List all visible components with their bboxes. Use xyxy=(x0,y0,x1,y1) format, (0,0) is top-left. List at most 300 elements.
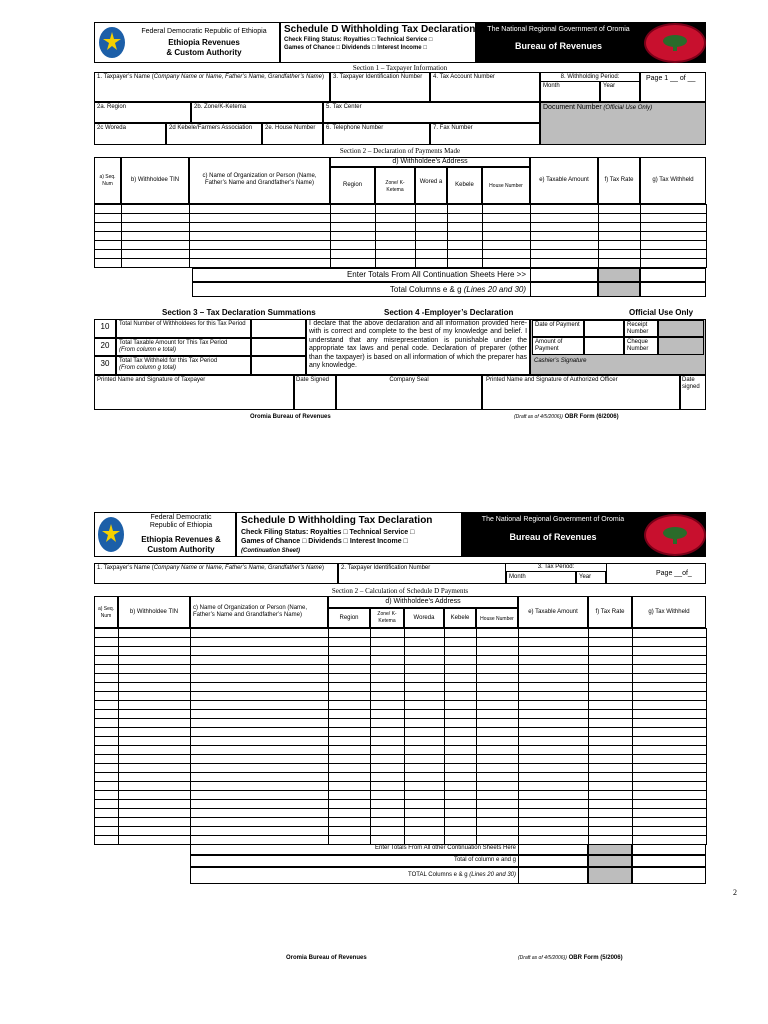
p2-payments-table-cell[interactable] xyxy=(119,809,191,818)
payments-table-cell[interactable] xyxy=(483,250,531,259)
p2-payments-table-cell[interactable] xyxy=(633,755,707,764)
p2-payments-table-cell[interactable] xyxy=(633,701,707,710)
p2-payments-table-cell[interactable] xyxy=(191,665,329,674)
p2-payments-table-cell[interactable] xyxy=(445,683,477,692)
p2-payments-table-cell[interactable] xyxy=(119,791,191,800)
payments-table-cell[interactable] xyxy=(416,250,448,259)
payments-table-cell[interactable] xyxy=(122,214,190,223)
payments-table-cell[interactable] xyxy=(599,232,641,241)
p2-payments-table-cell[interactable] xyxy=(445,647,477,656)
p2-payments-table-cell[interactable] xyxy=(371,710,405,719)
p2-payments-table-cell[interactable] xyxy=(191,638,329,647)
p2-payments-table-cell[interactable] xyxy=(477,674,519,683)
p2-payments-table-cell[interactable] xyxy=(405,818,445,827)
telephone-field[interactable] xyxy=(323,123,430,145)
p2-payments-table-cell[interactable] xyxy=(119,683,191,692)
p2-payments-table-cell[interactable] xyxy=(519,701,589,710)
p2-payments-table-cell[interactable] xyxy=(119,638,191,647)
p2-payments-table-cell[interactable] xyxy=(405,656,445,665)
p2-payments-table-cell[interactable] xyxy=(95,647,119,656)
p2-payments-table-cell[interactable] xyxy=(191,710,329,719)
p2-payments-table-cell[interactable] xyxy=(191,755,329,764)
continuation-taxable-cell[interactable] xyxy=(530,268,598,282)
payments-table-cell[interactable] xyxy=(531,223,599,232)
payments-table-cell[interactable] xyxy=(641,241,707,250)
continuation-withheld-cell[interactable] xyxy=(640,268,706,282)
p2-payments-table-cell[interactable] xyxy=(329,638,371,647)
payments-table-cell[interactable] xyxy=(376,214,416,223)
p2-payments-table-cell[interactable] xyxy=(519,818,589,827)
p2-payments-table-cell[interactable] xyxy=(477,809,519,818)
p2-payments-table-cell[interactable] xyxy=(589,755,633,764)
taxpayer-name-field[interactable] xyxy=(94,72,330,102)
payments-table-cell[interactable] xyxy=(376,232,416,241)
payments-table-cell[interactable] xyxy=(448,214,483,223)
payments-table-cell[interactable] xyxy=(95,232,122,241)
payments-table-cell[interactable] xyxy=(531,232,599,241)
payments-table-cell[interactable] xyxy=(416,214,448,223)
p2-payments-table-cell[interactable] xyxy=(589,638,633,647)
p2-payments-table-cell[interactable] xyxy=(589,764,633,773)
payments-table-cell[interactable] xyxy=(531,250,599,259)
p2-payments-table-cell[interactable] xyxy=(119,728,191,737)
p2-payments-table-cell[interactable] xyxy=(371,656,405,665)
payments-table-cell[interactable] xyxy=(599,205,641,214)
p2-payments-table-cell[interactable] xyxy=(95,800,119,809)
payments-table-cell[interactable] xyxy=(416,223,448,232)
payments-table-cell[interactable] xyxy=(95,259,122,268)
p2-payments-table-cell[interactable] xyxy=(119,836,191,845)
p2-payments-table-cell[interactable] xyxy=(371,755,405,764)
p2-payments-table-cell[interactable] xyxy=(405,674,445,683)
payments-table-cell[interactable] xyxy=(331,241,376,250)
line-10-value[interactable] xyxy=(251,319,306,338)
p2-payments-table-cell[interactable] xyxy=(191,800,329,809)
p2-payments-table-cell[interactable] xyxy=(95,710,119,719)
p2-payments-table-cell[interactable] xyxy=(95,773,119,782)
p2-payments-table-cell[interactable] xyxy=(191,764,329,773)
p2-payments-table-cell[interactable] xyxy=(191,791,329,800)
line-30-value[interactable] xyxy=(251,356,306,375)
royalties-checkbox[interactable]: □ xyxy=(371,37,376,43)
p2-payments-table-cell[interactable] xyxy=(329,692,371,701)
p2-payments-table-cell[interactable] xyxy=(371,746,405,755)
total-taxable-cell[interactable] xyxy=(530,282,598,297)
p2-payments-table-cell[interactable] xyxy=(519,773,589,782)
p2-payments-table-cell[interactable] xyxy=(589,809,633,818)
p2-payments-table-cell[interactable] xyxy=(119,782,191,791)
p2-payments-table-cell[interactable] xyxy=(119,755,191,764)
p2-payments-table-cell[interactable] xyxy=(95,683,119,692)
payments-table-cell[interactable] xyxy=(448,205,483,214)
p2-payments-table-cell[interactable] xyxy=(95,629,119,638)
p2-payments-table-cell[interactable] xyxy=(477,818,519,827)
p2-payments-table-cell[interactable] xyxy=(405,791,445,800)
p2-payments-table-cell[interactable] xyxy=(191,827,329,836)
payments-table-cell[interactable] xyxy=(331,259,376,268)
p2-payments-table-cell[interactable] xyxy=(589,773,633,782)
p2-payments-table-cell[interactable] xyxy=(405,737,445,746)
payments-table-cell[interactable] xyxy=(122,223,190,232)
p2-payments-table-cell[interactable] xyxy=(477,683,519,692)
p2-payments-table-cell[interactable] xyxy=(191,818,329,827)
p2-payments-table-cell[interactable] xyxy=(191,674,329,683)
p2-payments-table-cell[interactable] xyxy=(519,692,589,701)
p2-payments-table-cell[interactable] xyxy=(191,647,329,656)
p2-payments-table-cell[interactable] xyxy=(477,764,519,773)
tin-field[interactable] xyxy=(330,72,430,102)
p2-payments-table-cell[interactable] xyxy=(371,674,405,683)
p2-payments-table-cell[interactable] xyxy=(519,674,589,683)
p2-payments-table-cell[interactable] xyxy=(119,692,191,701)
p2-payments-table-cell[interactable] xyxy=(405,692,445,701)
p2-payments-table-cell[interactable] xyxy=(191,746,329,755)
p2-payments-table-cell[interactable] xyxy=(119,800,191,809)
payments-table-cell[interactable] xyxy=(641,250,707,259)
p2-payments-table-cell[interactable] xyxy=(633,746,707,755)
technical-checkbox[interactable]: □ xyxy=(428,37,433,43)
p2-payments-table-cell[interactable] xyxy=(519,791,589,800)
p2-payments-table-cell[interactable] xyxy=(633,629,707,638)
p2-payments-table-cell[interactable] xyxy=(405,755,445,764)
p2-col-total-withheld[interactable] xyxy=(632,855,706,867)
payments-table-cell[interactable] xyxy=(448,241,483,250)
p2-payments-table-cell[interactable] xyxy=(445,818,477,827)
payments-table-cell[interactable] xyxy=(483,214,531,223)
p2-payments-table-cell[interactable] xyxy=(445,665,477,674)
amount-of-payment-field[interactable] xyxy=(584,337,624,355)
p2-payments-table-cell[interactable] xyxy=(95,719,119,728)
p2-payments-table-cell[interactable] xyxy=(119,737,191,746)
payments-table-cell[interactable] xyxy=(376,259,416,268)
p2-payments-table-cell[interactable] xyxy=(445,809,477,818)
p2-payments-table-cell[interactable] xyxy=(589,791,633,800)
p2-payments-table-cell[interactable] xyxy=(119,746,191,755)
p2-payments-table-cell[interactable] xyxy=(405,719,445,728)
p2-payments-table-cell[interactable] xyxy=(589,674,633,683)
payments-table-cell[interactable] xyxy=(416,232,448,241)
kebele-field[interactable] xyxy=(166,123,262,145)
p2-payments-table-cell[interactable] xyxy=(589,782,633,791)
p2-payments-table-cell[interactable] xyxy=(589,719,633,728)
p2-payments-table-cell[interactable] xyxy=(633,818,707,827)
payments-table-cell[interactable] xyxy=(331,214,376,223)
p2-continuation-withheld[interactable] xyxy=(632,844,706,855)
payments-table-cell[interactable] xyxy=(531,259,599,268)
p2-payments-table-cell[interactable] xyxy=(119,629,191,638)
p2-payments-table-cell[interactable] xyxy=(405,782,445,791)
payments-table-cell[interactable] xyxy=(190,259,331,268)
p2-payments-table-cell[interactable] xyxy=(589,665,633,674)
p2-payments-table-cell[interactable] xyxy=(191,629,329,638)
payments-table-cell[interactable] xyxy=(122,250,190,259)
games-checkbox[interactable]: □ xyxy=(336,45,340,51)
p2-payments-table-cell[interactable] xyxy=(589,800,633,809)
p2-payments-table-cell[interactable] xyxy=(371,683,405,692)
p2-payments-table-cell[interactable] xyxy=(445,701,477,710)
p2-technical-checkbox[interactable]: □ xyxy=(410,529,415,536)
p2-payments-table-cell[interactable] xyxy=(405,647,445,656)
payments-table-cell[interactable] xyxy=(95,214,122,223)
p2-payments-table-cell[interactable] xyxy=(95,827,119,836)
p2-payments-table-cell[interactable] xyxy=(371,701,405,710)
p2-payments-table-cell[interactable] xyxy=(371,692,405,701)
p2-payments-table-cell[interactable] xyxy=(371,629,405,638)
p2-payments-table-cell[interactable] xyxy=(371,827,405,836)
payments-table-cell[interactable] xyxy=(448,232,483,241)
p2-payments-table-cell[interactable] xyxy=(519,710,589,719)
payments-table-cell[interactable] xyxy=(416,259,448,268)
p2-payments-table-cell[interactable] xyxy=(445,728,477,737)
p2-payments-table-cell[interactable] xyxy=(119,710,191,719)
p2-payments-table-cell[interactable] xyxy=(95,665,119,674)
fax-field[interactable] xyxy=(430,123,540,145)
p2-payments-table-cell[interactable] xyxy=(329,773,371,782)
p2-payments-table-cell[interactable] xyxy=(329,755,371,764)
p2-payments-table-cell[interactable] xyxy=(633,773,707,782)
p2-payments-table-cell[interactable] xyxy=(371,737,405,746)
p2-grand-total-withheld[interactable] xyxy=(632,867,706,884)
p2-payments-table-cell[interactable] xyxy=(371,764,405,773)
p2-payments-table-cell[interactable] xyxy=(329,710,371,719)
p2-payments-table-cell[interactable] xyxy=(519,809,589,818)
p2-payments-table-cell[interactable] xyxy=(519,647,589,656)
payments-table-cell[interactable] xyxy=(416,241,448,250)
p2-payments-table-cell[interactable] xyxy=(519,800,589,809)
p2-payments-table-cell[interactable] xyxy=(95,791,119,800)
p2-payments-table-cell[interactable] xyxy=(633,665,707,674)
payments-table-cell[interactable] xyxy=(331,250,376,259)
p2-payments-table-cell[interactable] xyxy=(329,728,371,737)
p2-payments-table-cell[interactable] xyxy=(633,692,707,701)
p2-payments-table-cell[interactable] xyxy=(519,719,589,728)
p2-payments-table-cell[interactable] xyxy=(445,656,477,665)
p2-payments-table-cell[interactable] xyxy=(519,665,589,674)
p2-payments-table-cell[interactable] xyxy=(119,647,191,656)
p2-payments-table-cell[interactable] xyxy=(633,728,707,737)
payments-table-cell[interactable] xyxy=(122,241,190,250)
payments-table-cell[interactable] xyxy=(599,250,641,259)
p2-payments-table-cell[interactable] xyxy=(589,746,633,755)
p2-payments-table-cell[interactable] xyxy=(95,809,119,818)
p2-payments-table-cell[interactable] xyxy=(477,791,519,800)
p2-payments-table-cell[interactable] xyxy=(329,791,371,800)
payments-table-cell[interactable] xyxy=(599,214,641,223)
payments-table-cell[interactable] xyxy=(331,223,376,232)
p2-payments-table-cell[interactable] xyxy=(519,737,589,746)
p2-payments-table-cell[interactable] xyxy=(405,773,445,782)
p2-payments-table-cell[interactable] xyxy=(445,755,477,764)
interest-checkbox[interactable]: □ xyxy=(423,45,427,51)
p2-payments-table-cell[interactable] xyxy=(445,629,477,638)
payments-table-cell[interactable] xyxy=(448,250,483,259)
total-withheld-cell[interactable] xyxy=(640,282,706,297)
dividends-checkbox[interactable]: □ xyxy=(372,45,376,51)
p2-payments-table-cell[interactable] xyxy=(633,809,707,818)
p2-payments-table-cell[interactable] xyxy=(477,701,519,710)
p2-payments-table-cell[interactable] xyxy=(371,728,405,737)
p2-payments-table-cell[interactable] xyxy=(445,674,477,683)
p2-payments-table-cell[interactable] xyxy=(633,710,707,719)
p2-payments-table-cell[interactable] xyxy=(445,692,477,701)
period-year-field[interactable] xyxy=(600,81,640,102)
p2-payments-table-cell[interactable] xyxy=(119,701,191,710)
p2-payments-table-cell[interactable] xyxy=(329,674,371,683)
payments-table-cell[interactable] xyxy=(531,214,599,223)
p2-payments-table-cell[interactable] xyxy=(405,827,445,836)
p2-payments-table-cell[interactable] xyxy=(329,683,371,692)
p2-payments-table-cell[interactable] xyxy=(477,629,519,638)
p2-payments-table-cell[interactable] xyxy=(519,827,589,836)
payments-table-cell[interactable] xyxy=(376,205,416,214)
p2-payments-table-cell[interactable] xyxy=(405,701,445,710)
p2-payments-table-cell[interactable] xyxy=(329,782,371,791)
p2-payments-table-cell[interactable] xyxy=(519,746,589,755)
p2-payments-table-cell[interactable] xyxy=(519,755,589,764)
payments-table-cell[interactable] xyxy=(483,241,531,250)
line-20-value[interactable] xyxy=(251,338,306,356)
payments-table-cell[interactable] xyxy=(641,232,707,241)
p2-payments-table-cell[interactable] xyxy=(95,818,119,827)
p2-payments-table-cell[interactable] xyxy=(119,764,191,773)
p2-payments-table-cell[interactable] xyxy=(477,656,519,665)
payments-table-cell[interactable] xyxy=(448,223,483,232)
p2-payments-table-cell[interactable] xyxy=(477,737,519,746)
p2-payments-table-cell[interactable] xyxy=(95,764,119,773)
p2-payments-table-cell[interactable] xyxy=(633,764,707,773)
p2-payments-table-cell[interactable] xyxy=(329,818,371,827)
payments-table-cell[interactable] xyxy=(331,232,376,241)
house-number-field[interactable] xyxy=(262,123,323,145)
p2-grand-total-taxable[interactable] xyxy=(518,867,588,884)
p2-payments-table-cell[interactable] xyxy=(405,728,445,737)
p2-payments-table-cell[interactable] xyxy=(633,647,707,656)
p2-payments-table-cell[interactable] xyxy=(519,764,589,773)
p2-payments-table-cell[interactable] xyxy=(371,791,405,800)
p2-payments-table-cell[interactable] xyxy=(445,746,477,755)
p2-payments-table-cell[interactable] xyxy=(445,773,477,782)
p2-payments-table-cell[interactable] xyxy=(329,665,371,674)
p2-payments-table-cell[interactable] xyxy=(191,728,329,737)
p2-payments-table-cell[interactable] xyxy=(191,683,329,692)
p2-payments-table-cell[interactable] xyxy=(95,755,119,764)
tax-account-field[interactable] xyxy=(430,72,540,102)
p2-payments-table-cell[interactable] xyxy=(371,800,405,809)
p2-payments-table-cell[interactable] xyxy=(633,791,707,800)
p2-payments-table-cell[interactable] xyxy=(445,800,477,809)
payments-table-cell[interactable] xyxy=(190,223,331,232)
p2-payments-table-cell[interactable] xyxy=(405,710,445,719)
p2-payments-table-cell[interactable] xyxy=(95,836,119,845)
p2-payments-table-cell[interactable] xyxy=(95,638,119,647)
p2-payments-table-cell[interactable] xyxy=(119,818,191,827)
p2-payments-table-cell[interactable] xyxy=(477,638,519,647)
payments-table-cell[interactable] xyxy=(190,232,331,241)
p2-payments-table-cell[interactable] xyxy=(445,737,477,746)
p2-payments-table-cell[interactable] xyxy=(191,737,329,746)
p2-payments-table-cell[interactable] xyxy=(589,629,633,638)
p2-payments-table-cell[interactable] xyxy=(191,773,329,782)
p2-games-checkbox[interactable]: □ xyxy=(302,538,307,545)
date-of-payment-field[interactable] xyxy=(584,320,624,337)
p2-taxpayer-name-field[interactable] xyxy=(94,563,338,584)
p2-payments-table-cell[interactable] xyxy=(519,656,589,665)
p2-year-field[interactable] xyxy=(576,571,606,584)
p2-tin-field[interactable] xyxy=(338,563,506,584)
period-month-field[interactable] xyxy=(540,81,600,102)
p2-payments-table-cell[interactable] xyxy=(95,728,119,737)
payments-table-cell[interactable] xyxy=(122,205,190,214)
payments-table-cell[interactable] xyxy=(95,223,122,232)
p2-payments-table-cell[interactable] xyxy=(95,692,119,701)
p2-payments-table-cell[interactable] xyxy=(633,737,707,746)
p2-payments-table-cell[interactable] xyxy=(405,800,445,809)
payments-table-cell[interactable] xyxy=(641,214,707,223)
p2-payments-table-cell[interactable] xyxy=(95,656,119,665)
p2-payments-table-cell[interactable] xyxy=(633,800,707,809)
p2-payments-table-cell[interactable] xyxy=(633,719,707,728)
p2-payments-table-cell[interactable] xyxy=(329,656,371,665)
p2-payments-table-cell[interactable] xyxy=(519,683,589,692)
p2-payments-table-cell[interactable] xyxy=(191,782,329,791)
payments-table-cell[interactable] xyxy=(190,205,331,214)
p2-payments-table-cell[interactable] xyxy=(589,647,633,656)
p2-payments-table-cell[interactable] xyxy=(329,647,371,656)
p2-payments-table-cell[interactable] xyxy=(95,737,119,746)
p2-payments-table-cell[interactable] xyxy=(589,728,633,737)
p2-payments-table-cell[interactable] xyxy=(329,746,371,755)
p2-payments-table-cell[interactable] xyxy=(371,665,405,674)
payments-table-cell[interactable] xyxy=(122,259,190,268)
p2-payments-table-cell[interactable] xyxy=(329,800,371,809)
p2-payments-table-cell[interactable] xyxy=(633,782,707,791)
zone-field[interactable] xyxy=(191,102,323,123)
payments-table-cell[interactable] xyxy=(376,250,416,259)
p2-payments-table-cell[interactable] xyxy=(329,737,371,746)
p2-payments-table-cell[interactable] xyxy=(445,719,477,728)
p2-payments-table-cell[interactable] xyxy=(477,827,519,836)
p2-payments-table-cell[interactable] xyxy=(445,791,477,800)
p2-payments-table-cell[interactable] xyxy=(191,719,329,728)
payments-table-cell[interactable] xyxy=(190,214,331,223)
p2-payments-table-cell[interactable] xyxy=(589,701,633,710)
p2-col-total-taxable[interactable] xyxy=(518,855,588,867)
payments-table-cell[interactable] xyxy=(483,232,531,241)
p2-payments-table-cell[interactable] xyxy=(371,773,405,782)
p2-payments-table-cell[interactable] xyxy=(405,638,445,647)
p2-payments-table-cell[interactable] xyxy=(633,674,707,683)
p2-payments-table-cell[interactable] xyxy=(119,773,191,782)
p2-payments-table-cell[interactable] xyxy=(589,827,633,836)
payments-table-cell[interactable] xyxy=(95,205,122,214)
p2-payments-table-cell[interactable] xyxy=(633,827,707,836)
payments-table-cell[interactable] xyxy=(641,205,707,214)
p2-payments-table-cell[interactable] xyxy=(445,764,477,773)
payments-table-cell[interactable] xyxy=(416,205,448,214)
p2-payments-table-cell[interactable] xyxy=(477,692,519,701)
p2-continuation-taxable[interactable] xyxy=(518,844,588,855)
payments-table-cell[interactable] xyxy=(376,223,416,232)
p2-payments-table-cell[interactable] xyxy=(477,710,519,719)
p2-payments-table-cell[interactable] xyxy=(405,629,445,638)
p2-payments-table-cell[interactable] xyxy=(191,701,329,710)
p2-payments-table-cell[interactable] xyxy=(95,674,119,683)
p2-payments-table-cell[interactable] xyxy=(405,746,445,755)
p2-payments-table-cell[interactable] xyxy=(589,656,633,665)
p2-payments-table-cell[interactable] xyxy=(371,719,405,728)
payments-table-cell[interactable] xyxy=(376,241,416,250)
p2-payments-table-cell[interactable] xyxy=(371,818,405,827)
